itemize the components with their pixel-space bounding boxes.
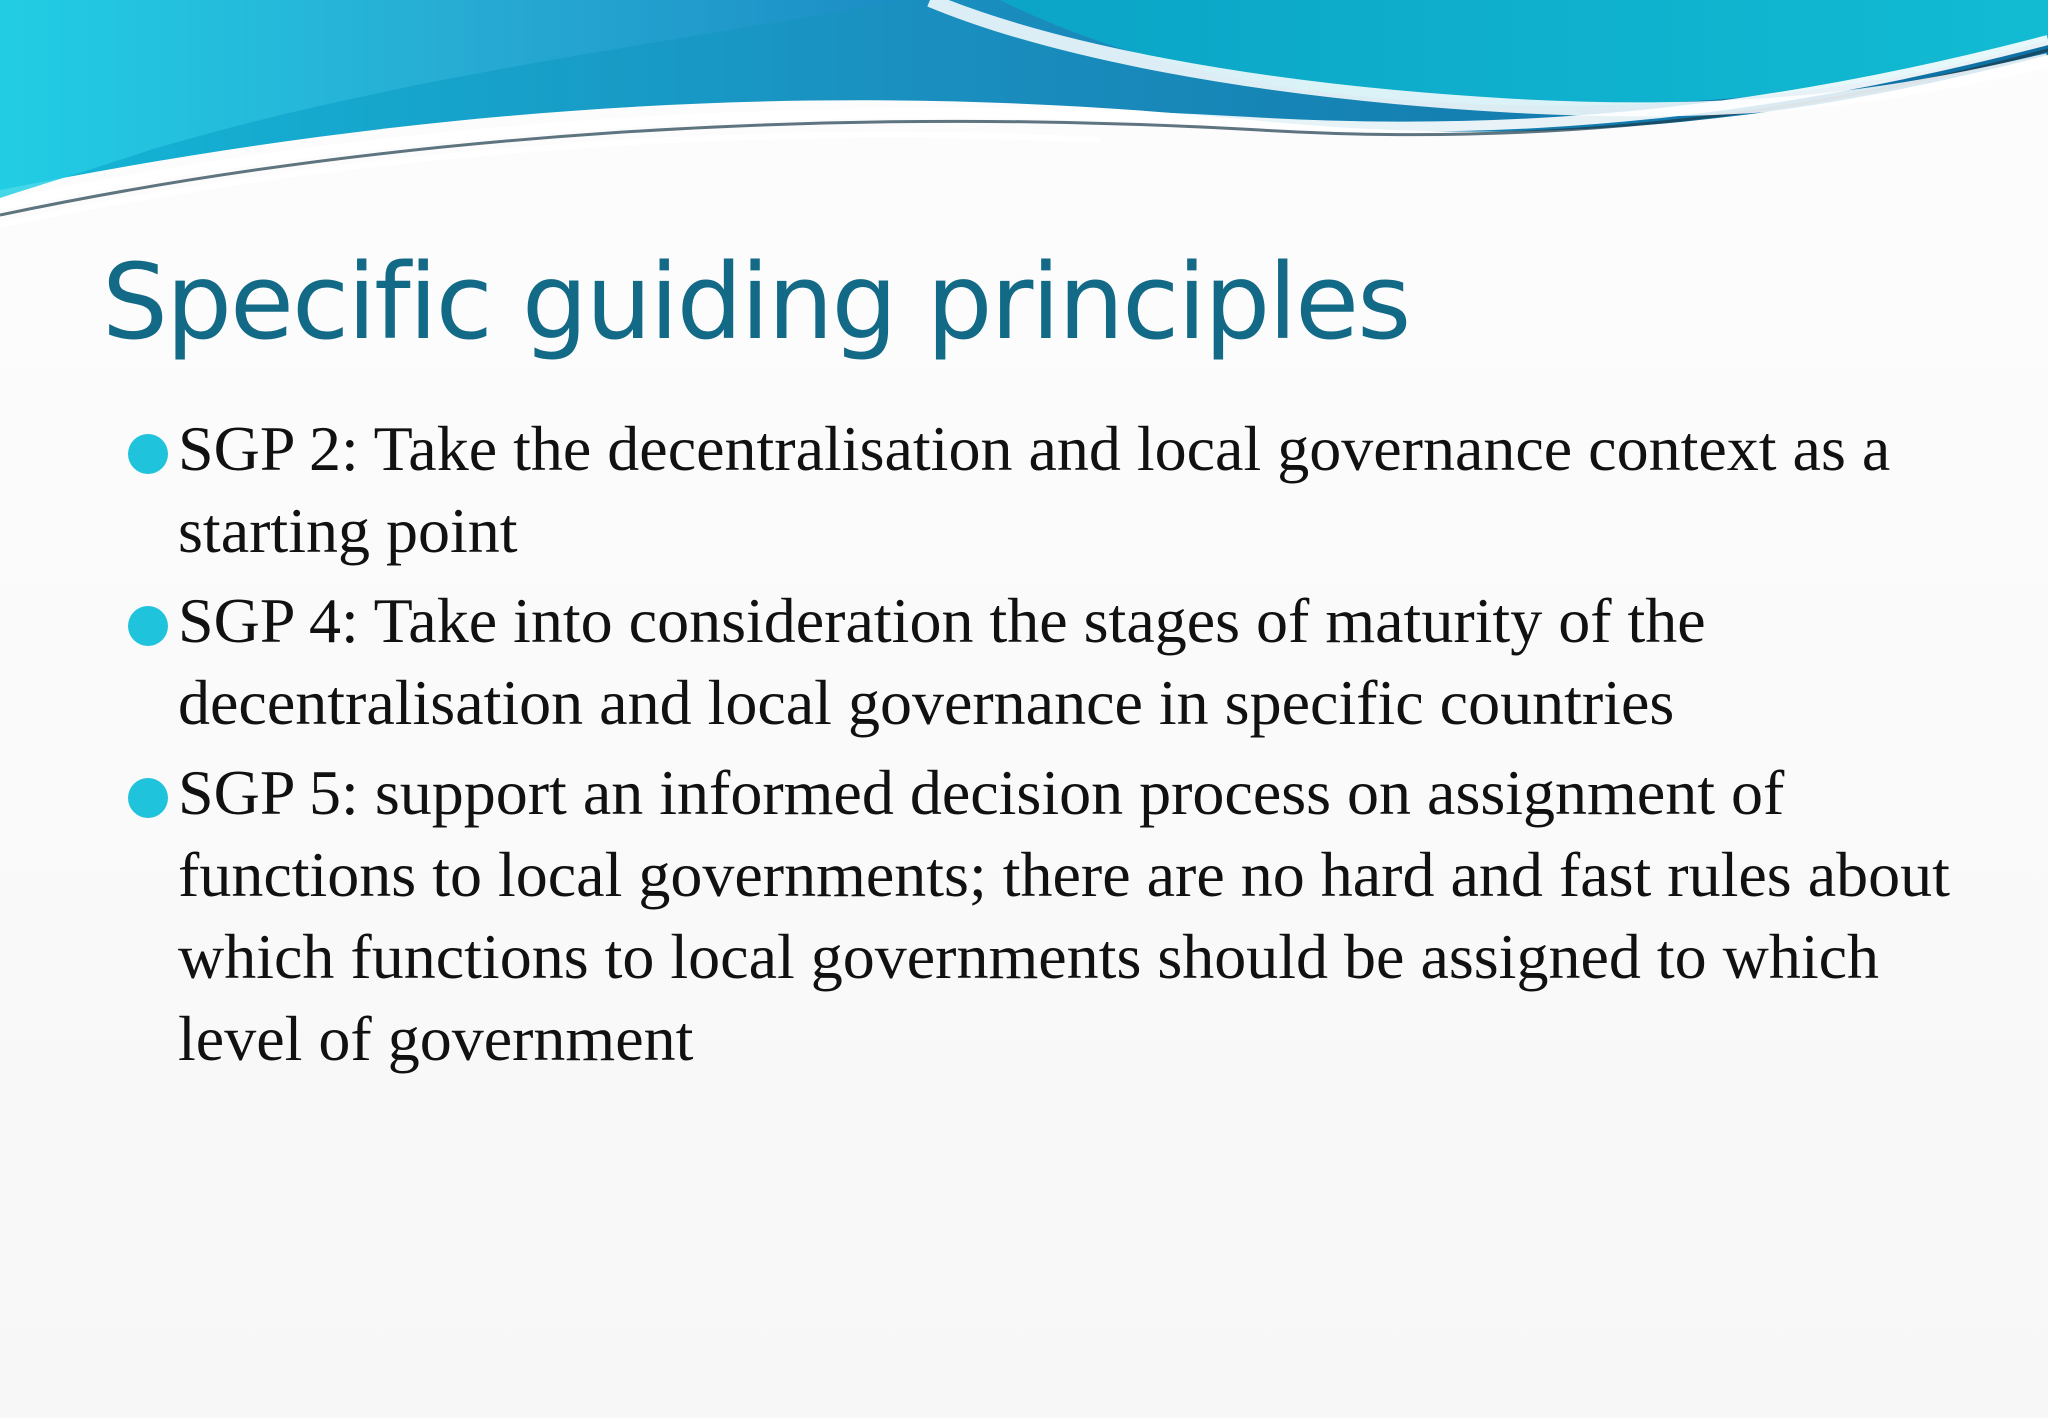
bullet-item-sgp4: [128, 580, 1998, 744]
bullet-list: [128, 408, 1998, 1088]
bullet-text: SGP 4: Take into consideration the stages of maturity of the decentralisation and local governance in specific countries: [178, 585, 1706, 738]
bullet-dot-icon: [128, 778, 168, 818]
bullet-item-sgp2: [128, 408, 1998, 572]
header-wave-decoration: [0, 0, 2048, 230]
slide-title: Specific guiding principles: [102, 241, 1410, 363]
bullet-item-sgp5: [128, 752, 1998, 1080]
bullet-text: SGP 2: Take the decentralisation and local governance context as a starting point: [178, 413, 1891, 566]
bullet-dot-icon: [128, 434, 168, 474]
bullet-dot-icon: [128, 606, 168, 646]
bullet-text: SGP 5: support an informed decision process on assignment of functions to local governments; there are no hard and fast rules about which functions to local governments should be assigned to which level of government: [178, 757, 1950, 1074]
